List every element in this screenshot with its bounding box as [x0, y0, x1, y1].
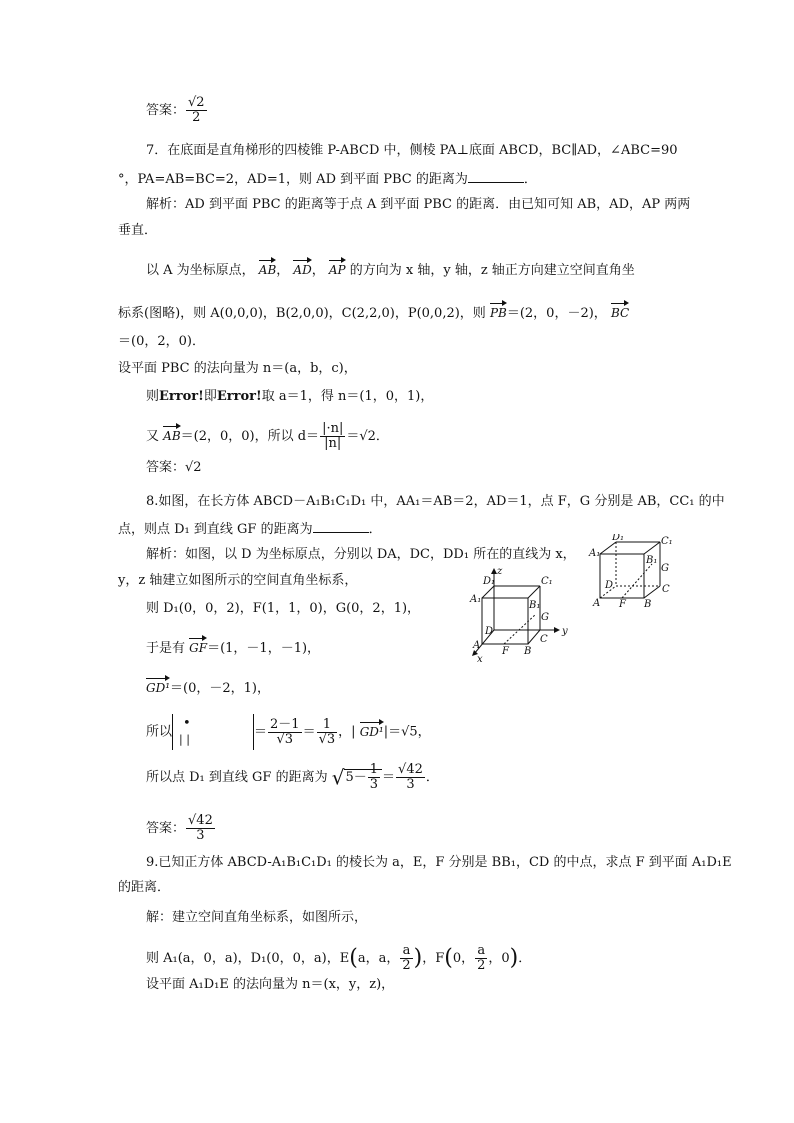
q9-sol2: 则 A₁(a，0，a)，D₁(0，0，a)，E(a，a， $\frac{a}{2}$ )，F(0， $\frac{a}{2}$ ，0)． — [146, 943, 532, 973]
label-b1: B₁ — [646, 555, 658, 566]
label-f: F — [619, 599, 626, 610]
q7-line2: °，PA=AB=BC=2，AD=1，则 AD 到平面 PBC 的距离为 ． — [118, 172, 537, 187]
q9-line2: 的距离． — [118, 880, 171, 895]
cuboid-figure — [588, 534, 678, 614]
q8-line1: 8.如图，在长方体 ABCD－A₁B₁C₁D₁ 中，AA₁＝AB＝2，AD＝1，点 F，G 分别是 AB，CC₁ 的中 — [146, 494, 725, 509]
q8-distance: 所以点 D₁ 到直线 GF 的距离为 √5－ $\frac{1}{3}$ ＝ $\frac{√42}{3}$ ． — [146, 762, 439, 792]
label-d1-axes: D₁ — [483, 576, 496, 587]
answer-blank — [468, 170, 524, 183]
label-c-axes: C — [540, 634, 548, 645]
label-b1-axes: B₁ — [529, 600, 541, 611]
abs-bars: • | | — [172, 714, 254, 750]
label-c1: C₁ — [661, 536, 673, 547]
vector-ap: AP — [329, 258, 346, 278]
label-g: G — [661, 563, 669, 574]
q8-analysis-2: y，z 轴建立如图所示的空间直角坐标系， — [118, 573, 358, 588]
label-d1: D₁ — [612, 534, 625, 543]
q8-analysis-1: 解析：如图，以 D 为坐标原点，分别以 DA，DC，DD₁ 所在的直线为 x， — [146, 547, 576, 562]
label-a-axes: A — [473, 640, 481, 651]
q7-error-line: 则Error!即Error!取 a＝1，得 n＝(1，0，1)， — [146, 389, 434, 404]
q8-answer: 答案： $\frac{√42}{3}$ — [146, 813, 213, 843]
vector-pb: PB — [490, 301, 507, 321]
vector-gd1-2: GD¹ — [360, 720, 384, 740]
vector-gf: GF — [189, 636, 207, 656]
label-b: B — [644, 599, 652, 610]
vector-bc: BC — [611, 301, 629, 321]
label-d-axes: D — [485, 626, 494, 637]
q7-line1: 7．在底面是直角梯形的四棱锥 P-ABCD 中，侧棱 PA⊥底面 ABCD，BC∥AD，∠ABC=90 — [146, 143, 678, 158]
label-a: A — [593, 598, 601, 609]
q8-line2: 点，则点 D₁ 到直线 GF 的距离为 ． — [118, 522, 382, 537]
label-c1-axes: C₁ — [541, 576, 553, 587]
label-c: C — [662, 584, 670, 595]
vector-gd1: GD¹ — [146, 676, 170, 696]
q9-sol1: 解：建立空间直角坐标系，如图所示， — [146, 910, 368, 925]
q9-line1: 9.已知正方体 ABCD-A₁B₁C₁D₁ 的棱长为 a，E，F 分别是 BB₁，CD 的中点，求点 F 到平面 A₁D₁E — [146, 855, 732, 870]
q7-analysis-1: 解析：AD 到平面 PBC 的距离等于点 A 到平面 PBC 的距离．由已知可知 AB，AD，AP 两两 — [146, 197, 691, 212]
label-a1-axes: A₁ — [470, 594, 482, 605]
q8-coords: 则 D₁(0，0，2)，F(1，1，0)，G(0，2，1)， — [146, 601, 421, 616]
cuboid-axes-figure — [466, 568, 570, 664]
q7-again: 又 AB＝(2，0，0)，所以 d＝ $\frac{|\cdot n|}{|n|}$ ＝√2． — [146, 421, 389, 451]
q7-analysis-2: 垂直． — [118, 223, 158, 238]
q7-normal: 设平面 PBC 的法向量为 n＝(a，b，c)， — [118, 361, 357, 376]
axis-y-label: y — [562, 626, 568, 637]
answer-6: 答案： $\frac{√2}{2}$ — [146, 95, 205, 125]
q7-coord-2: 标系(图略)，则 A(0,0,0)，B(2,0,0)，C(2,2,0)，P(0,0,2)，则 PB＝(2，0，－2)， BC — [118, 301, 629, 322]
label-f-axes: F — [502, 646, 509, 657]
label-b-axes: B — [524, 646, 532, 657]
label-a1: A₁ — [589, 548, 601, 559]
q8-abs-line: 所以 • | | ＝ $\frac{2-1}{√3}$ ＝ $\frac{1}{√3}$ ，| GD¹|＝√5， — [146, 714, 431, 750]
label-d: D — [605, 580, 614, 591]
q7-coord-1: 以 A 为坐标原点， AB， AD， AP 的方向为 x 轴，y 轴，z 轴正方向建立空间直角坐 — [146, 258, 635, 279]
answer-blank — [313, 520, 369, 533]
q7-coord-3: ＝(0，2，0)． — [118, 334, 205, 349]
axis-z-label: z — [497, 568, 503, 577]
q8-gd1: GD¹＝(0，－2，1)， — [146, 676, 270, 697]
q8-gf: 于是有 GF＝(1，－1，－1)， — [146, 636, 320, 657]
axis-x-label: x — [477, 654, 483, 664]
vector-ab-2: AB — [163, 424, 180, 444]
vector-ad: AD — [293, 258, 311, 278]
vector-ab: AB — [259, 258, 276, 278]
q9-sol3: 设平面 A₁D₁E 的法向量为 n＝(x，y，z)， — [146, 977, 395, 992]
label-g-axes: G — [541, 612, 549, 623]
q7-answer: 答案：√2 — [146, 460, 202, 475]
